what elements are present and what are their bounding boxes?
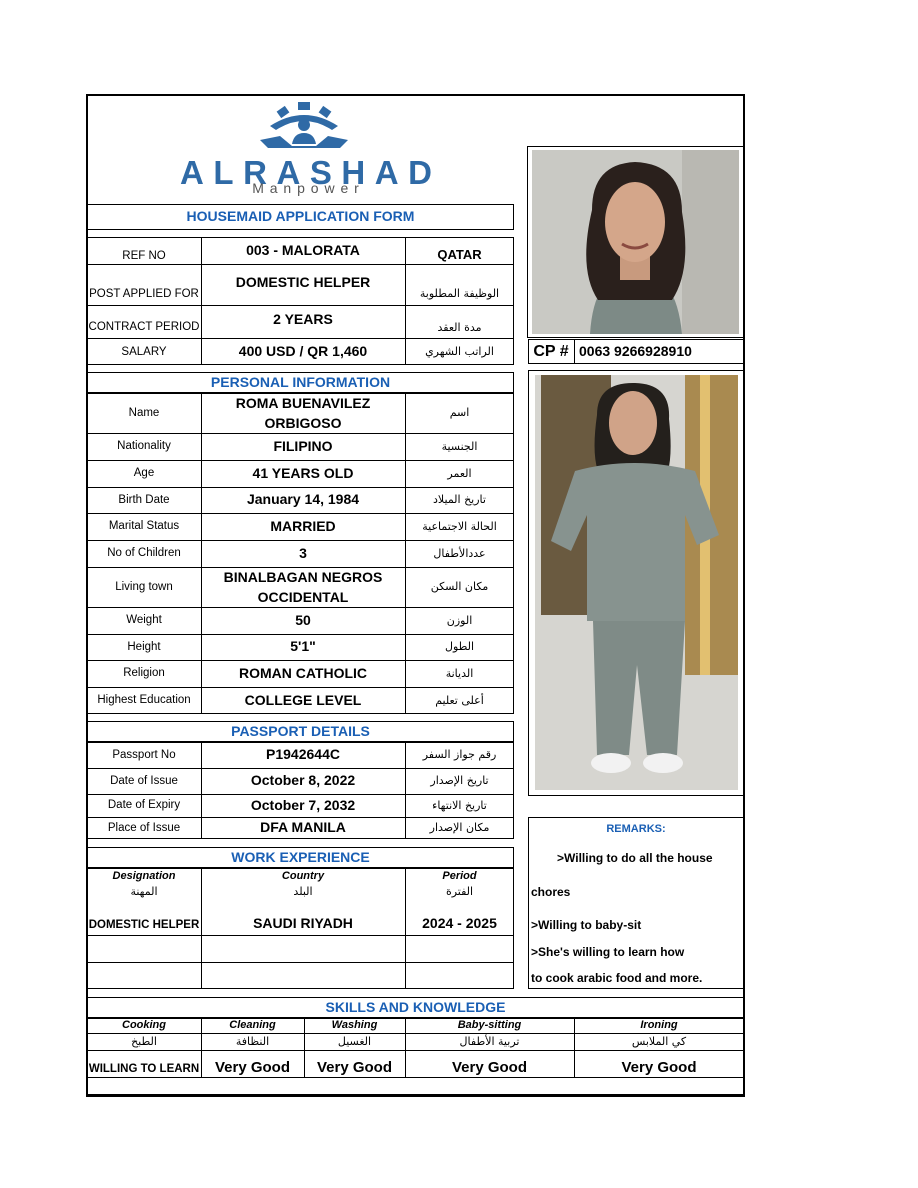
place-of-issue-value: DFA MANILA xyxy=(260,819,346,836)
skill-header-baby-sitting-arabic: تربية الأطفال xyxy=(459,1034,520,1048)
nationality-arabic: الجنسية xyxy=(441,439,478,453)
passport-no-label: Passport No xyxy=(112,748,176,761)
remarks-line-1: >Willing to do all the house xyxy=(557,850,713,865)
skill-header-washing-arabic: الغسيل xyxy=(337,1034,372,1048)
portrait-photo xyxy=(532,150,739,334)
age-arabic: العمر xyxy=(447,466,472,480)
name-arabic: اسم xyxy=(449,406,470,420)
post-value: DOMESTIC HELPER xyxy=(235,274,371,291)
height-value: 5'1" xyxy=(290,638,316,655)
skill-header-ironing: Ironing xyxy=(640,1018,678,1031)
country-value: QATAR xyxy=(437,246,482,262)
logo-tagline: M a n p o w e r xyxy=(252,180,360,196)
education-arabic: أعلى تعليم xyxy=(435,693,484,707)
education-value: COLLEGE LEVEL xyxy=(244,691,362,708)
work-designation: DOMESTIC HELPER xyxy=(88,918,200,931)
living-town-label: Living town xyxy=(115,580,173,593)
children-label: No of Children xyxy=(107,547,181,560)
birth-date-label: Birth Date xyxy=(118,493,170,506)
remarks-line-2: chores xyxy=(531,884,571,899)
living-town-value: BINALBAGAN NEGROS OCCIDENTAL xyxy=(223,569,383,605)
weight-value: 50 xyxy=(295,611,311,628)
issue-date-value: October 8, 2022 xyxy=(250,772,356,789)
marital-status-value: MARRIED xyxy=(270,517,336,534)
weight-label: Weight xyxy=(126,614,162,627)
birth-date-arabic: تاريخ الميلاد xyxy=(433,493,486,507)
form-title: HOUSEMAID APPLICATION FORM xyxy=(186,208,415,225)
skill-ironing-value: Very Good xyxy=(621,1058,697,1076)
skill-header-ironing-arabic: كي الملابس xyxy=(631,1034,687,1048)
work-title: WORK EXPERIENCE xyxy=(231,848,370,865)
place-of-issue-arabic: مكان الإصدار xyxy=(429,821,490,835)
expiry-date-value: October 7, 2032 xyxy=(250,796,356,813)
salary-label: SALARY xyxy=(121,345,167,358)
ref-no-label: REF NO xyxy=(122,249,166,262)
skill-header-washing: Washing xyxy=(331,1018,378,1031)
skill-cooking-value: WILLING TO LEARN xyxy=(88,1062,200,1075)
birth-date-value: January 14, 1984 xyxy=(246,491,360,508)
personal-info-title: PERSONAL INFORMATION xyxy=(210,373,391,390)
religion-value: ROMAN CATHOLIC xyxy=(238,664,368,681)
svg-text:ALRASHAD: ALRASHAD xyxy=(180,154,432,191)
work-header-designation-arabic: المهنة xyxy=(130,885,158,899)
work-header-designation: Designation xyxy=(112,869,176,882)
contract-arabic: مدة العقد xyxy=(437,320,482,334)
contract-label: CONTRACT PERIOD xyxy=(88,321,200,334)
contract-value: 2 YEARS xyxy=(273,311,333,328)
cp-label: CP # xyxy=(533,342,569,360)
skill-header-cleaning: Cleaning xyxy=(229,1018,276,1031)
skill-header-baby-sitting: Baby-sitting xyxy=(457,1018,522,1031)
children-arabic: عددالأطفال xyxy=(433,546,486,560)
expiry-date-label: Date of Expiry xyxy=(107,799,181,812)
height-arabic: الطول xyxy=(444,640,475,654)
passport-no-arabic: رقم جواز السفر xyxy=(422,748,497,762)
ref-no-value: 003 - MALORATA xyxy=(246,242,360,259)
salary-value: 400 USD / QR 1,460 xyxy=(238,343,368,360)
cp-value: 0063 9266928910 xyxy=(579,342,692,359)
marital-status-label: Marital Status xyxy=(108,520,180,533)
expiry-date-arabic: تاريخ الانتهاء xyxy=(432,798,487,812)
height-label: Height xyxy=(127,640,161,653)
religion-arabic: الديانة xyxy=(445,666,474,680)
company-logo xyxy=(180,100,435,196)
remarks-line-4: >She's willing to learn how xyxy=(531,944,685,959)
nationality-value: FILIPINO xyxy=(273,437,333,454)
place-of-issue-label: Place of Issue xyxy=(107,821,181,834)
work-header-country: Country xyxy=(281,869,325,882)
issue-date-arabic: تاريخ الإصدار xyxy=(430,774,489,788)
work-header-period-arabic: الفترة xyxy=(445,885,474,899)
passport-title: PASSPORT DETAILS xyxy=(231,722,370,739)
weight-arabic: الوزن xyxy=(446,613,473,627)
nationality-label: Nationality xyxy=(117,440,171,453)
education-label: Highest Education xyxy=(97,694,191,707)
age-value: 41 YEARS OLD xyxy=(252,464,354,481)
skill-baby-sitting-value: Very Good xyxy=(451,1058,528,1076)
work-header-period: Period xyxy=(442,869,477,882)
work-country: SAUDI RIYADH xyxy=(253,915,353,932)
post-arabic: الوظيفة المطلوبة xyxy=(419,287,500,301)
religion-label: Religion xyxy=(123,667,165,680)
remarks-box xyxy=(528,817,744,989)
passport-no-value: P1942644C xyxy=(266,746,340,763)
name-value: ROMA BUENAVILEZ ORBIGOSO xyxy=(235,395,371,431)
skill-cleaning-value: Very Good xyxy=(214,1058,291,1076)
work-header-country-arabic: البلد xyxy=(293,885,313,899)
skill-header-cooking-arabic: الطبخ xyxy=(131,1034,157,1048)
skill-header-cooking: Cooking xyxy=(122,1018,166,1031)
age-label: Age xyxy=(133,467,155,480)
marital-status-arabic: الحالة الاجتماعية xyxy=(422,519,497,533)
skill-header-cleaning-arabic: النظافة xyxy=(235,1034,270,1048)
remarks-line-3: >Willing to baby-sit xyxy=(531,917,642,932)
remarks-line-5: to cook arabic food and more. xyxy=(531,970,703,985)
living-town-arabic: مكان السكن xyxy=(430,580,489,594)
name-label: Name xyxy=(128,406,160,419)
salary-arabic: الراتب الشهري xyxy=(425,345,494,359)
full-body-photo xyxy=(535,375,738,790)
post-label: POST APPLIED FOR xyxy=(89,287,199,300)
children-value: 3 xyxy=(299,544,307,561)
skills-title: SKILLS AND KNOWLEDGE xyxy=(325,998,506,1015)
remarks-title: REMARKS: xyxy=(606,823,666,836)
issue-date-label: Date of Issue xyxy=(110,774,178,787)
skill-washing-value: Very Good xyxy=(316,1058,393,1076)
work-period: 2024 - 2025 xyxy=(422,915,497,932)
